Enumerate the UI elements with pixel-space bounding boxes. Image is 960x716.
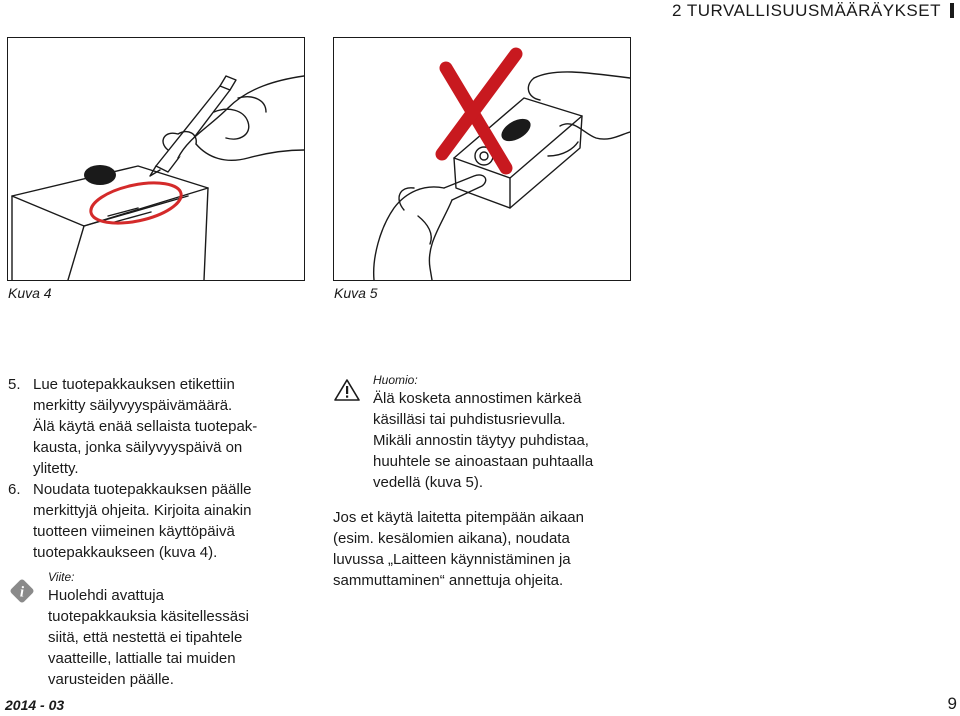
tip-note <box>8 569 308 690</box>
step-5 <box>8 374 308 479</box>
header-marker-bar <box>950 3 954 18</box>
figure-5-illustration <box>333 37 631 281</box>
svg-text:i: i <box>19 584 25 601</box>
tip-label: Viite: <box>48 570 75 584</box>
footer-date: 2014 - 03 <box>5 697 65 713</box>
section-title: 2 TURVALLISUUSMÄÄRÄYKSET <box>672 1 941 20</box>
warning-note <box>333 372 633 493</box>
step-text: Lue tuotepakkauksen etikettiin merkitty säilyvyyspäivämäärä. Älä käytä enää sellaista tuotepak- kausta, jonka säilyvyyspäivä on ylitetty. <box>33 376 258 477</box>
figure-5-drawing <box>334 38 630 280</box>
page-number: 9 <box>947 694 957 713</box>
figure-4-caption: Kuva 4 <box>8 285 52 301</box>
figure-4-illustration <box>7 37 305 281</box>
right-column <box>333 372 633 591</box>
page-header <box>672 0 960 21</box>
left-column <box>8 374 308 690</box>
step-number: 6. <box>8 481 21 498</box>
figure-4-drawing <box>8 38 304 280</box>
step-number: 5. <box>8 376 21 393</box>
warning-icon <box>333 378 361 408</box>
figure-5-caption: Kuva 5 <box>334 285 378 301</box>
tip-text: Huolehdi avattuja tuotepakkauksia käsitellessäsi siitä, että nestettä ei tipahtele vaatteille, lattialle tai muiden varusteiden päälle. <box>48 587 249 688</box>
info-icon <box>8 577 36 611</box>
step-6 <box>8 479 308 563</box>
warning-text: Älä kosketa annostimen kärkeä käsilläsi tai puhdistusrievulla. Mikäli annostin täytyy puhdistaa, huuhtele se ainoastaan puhtaalla vedellä (kuva 5). <box>373 390 594 491</box>
warning-label: Huomio: <box>373 373 418 387</box>
step-text: Noudata tuotepakkauksen päälle merkittyjä ohjeita. Kirjoita ainakin tuotteen viimeinen käyttöpäivä tuotepakkaukseen (kuva 4). <box>33 481 252 561</box>
body-paragraph: Jos et käytä laitetta pitempään aikaan (esim. kesälomien aikana), noudata luvussa „Laitteen käynnistäminen ja sammuttaminen“ annettuja ohjeita. <box>333 509 584 589</box>
